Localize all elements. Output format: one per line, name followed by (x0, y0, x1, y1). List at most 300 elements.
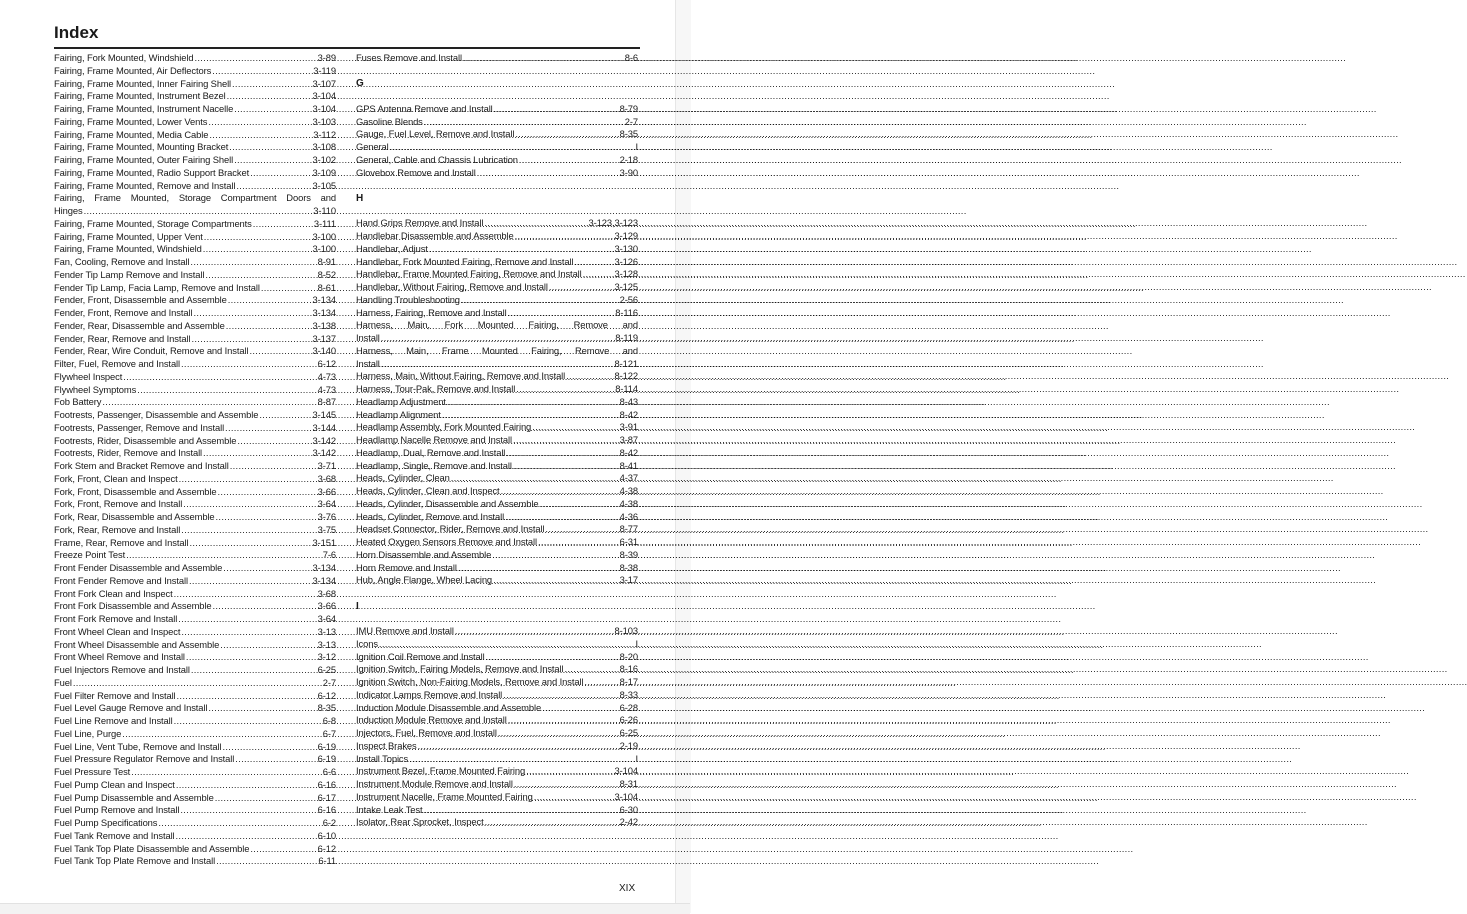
index-entry-topic: Fuel Line, Vent Tube, Remove and Install (54, 740, 222, 752)
index-entry[interactable] (356, 307, 638, 320)
index-entry[interactable] (54, 103, 336, 116)
index-entry-page: 3-64 (317, 613, 336, 624)
index-entry[interactable] (54, 792, 336, 805)
index-entry-page: 2-42 (619, 816, 638, 828)
index-entry-topic: Injectors, Fuel, Remove and Install (356, 727, 497, 738)
index-entry-page: 6-19 (317, 753, 336, 765)
index-entry[interactable] (54, 282, 336, 295)
index-entry[interactable] (356, 727, 638, 740)
dot-leader (463, 52, 624, 65)
dot-leader (178, 613, 316, 626)
index-entry-topic: Fairing, Frame Mounted, Radio Support Bracket (54, 166, 250, 178)
index-entry[interactable] (54, 511, 336, 524)
index-entry[interactable] (54, 345, 336, 358)
index-entry-row (54, 741, 336, 754)
index-entry-page: 8-116 (615, 306, 638, 318)
dot-leader (205, 269, 316, 282)
index-entry-page: 8-61 (317, 281, 336, 293)
dot-leader (181, 626, 316, 639)
dot-leader (191, 664, 317, 677)
dot-leader (194, 52, 316, 65)
index-entry[interactable] (54, 702, 336, 715)
dot-leader (492, 549, 618, 562)
index-entry-page: 3-103 (312, 115, 336, 127)
index-entry[interactable] (54, 116, 336, 129)
index-entry[interactable] (54, 766, 336, 779)
index-entry-row (54, 116, 336, 129)
index-entry-row (54, 613, 336, 626)
index-entry[interactable] (54, 231, 336, 244)
index-entry-page: 3-104 (614, 790, 638, 802)
index-entry[interactable] (54, 294, 336, 307)
index-entry-topic: Heads, Cylinder, Remove and Install (356, 510, 505, 522)
index-entry-page: 8-6 (624, 52, 638, 63)
dot-leader (442, 409, 619, 422)
index-section (356, 192, 638, 587)
dot-leader (508, 714, 619, 727)
index-entry[interactable] (356, 128, 638, 141)
index-entry[interactable] (54, 409, 336, 422)
index-entry[interactable] (356, 740, 638, 753)
dot-leader (532, 421, 618, 434)
index-entry-topic: Fuses Remove and Install (356, 52, 462, 63)
index-column-left (54, 52, 336, 868)
index-entry-row (54, 702, 336, 715)
index-entry[interactable] (54, 333, 336, 346)
index-entry-row (356, 663, 638, 676)
index-entry[interactable] (356, 536, 638, 549)
index-entry-page: 4-36 (619, 510, 638, 522)
section-letter: H (356, 192, 364, 204)
index-entry[interactable] (54, 715, 336, 728)
index-entry[interactable] (54, 422, 336, 435)
index-entry[interactable] (356, 689, 638, 702)
index-entry[interactable] (54, 396, 336, 409)
dot-leader (566, 370, 613, 383)
dot-leader (181, 524, 316, 537)
index-entry[interactable] (54, 741, 336, 754)
index-entry-row (356, 714, 638, 727)
dot-leader (227, 90, 312, 103)
index-entry-row (54, 549, 336, 562)
index-entry-topic: General (356, 141, 389, 152)
dot-leader (189, 537, 311, 550)
index-entry-page: 3-129 (614, 230, 638, 241)
index-entry[interactable] (356, 370, 638, 383)
index-entry[interactable] (356, 549, 638, 562)
index-entry[interactable] (356, 345, 638, 371)
index-entry[interactable] (54, 473, 336, 486)
index-entry[interactable] (356, 791, 638, 804)
index-entry[interactable] (54, 779, 336, 792)
index-entry-topic: Filter, Fuel, Remove and Install (54, 358, 181, 369)
index-entry-row (54, 358, 336, 371)
dot-leader (174, 715, 322, 728)
dot-leader (189, 575, 312, 588)
index-entry[interactable] (54, 677, 336, 690)
index-entry[interactable] (54, 588, 336, 601)
index-entry-page: 6-31 (619, 536, 638, 547)
index-entry[interactable] (54, 855, 336, 868)
index-entry-topic: Ignition Coil Remove and Install (356, 650, 485, 662)
dot-leader (534, 791, 614, 804)
index-entry[interactable] (356, 663, 638, 676)
index-entry[interactable] (356, 523, 638, 536)
dot-leader (508, 307, 615, 320)
dot-leader (181, 358, 317, 371)
dot-leader (565, 663, 619, 676)
index-entry[interactable] (356, 778, 638, 791)
index-entry[interactable] (54, 664, 336, 677)
index-entry-topic: Fender, Rear, Remove and Install (54, 332, 191, 344)
index-entry[interactable] (356, 651, 638, 664)
index-entry[interactable] (356, 256, 638, 269)
index-entry-page: 3-119 (313, 64, 336, 76)
index-entry[interactable] (54, 753, 336, 766)
index-entry[interactable] (356, 714, 638, 727)
index-entry[interactable] (356, 460, 638, 473)
index-entry[interactable] (356, 562, 638, 575)
index-entry-row (54, 52, 336, 65)
dot-leader (250, 843, 316, 856)
index-entry-page: 8-79 (619, 102, 638, 114)
index-entry[interactable] (54, 562, 336, 575)
index-entry[interactable] (54, 651, 336, 664)
index-entry-row (54, 651, 336, 664)
dot-leader (516, 383, 614, 396)
index-entry[interactable] (356, 319, 638, 345)
index-entry[interactable] (54, 384, 336, 397)
index-entry-topic: Fuel Tank Top Plate Disassemble and Assemble (54, 842, 250, 854)
index-entry-page: 3-71 (317, 460, 336, 471)
index-entry-page: 8-121 (614, 357, 638, 369)
dot-leader (236, 180, 311, 193)
index-entry-topic: Front Fork Remove and Install (54, 613, 178, 624)
index-entry-row (356, 740, 638, 753)
index-entry-row (356, 116, 638, 129)
index-entry[interactable] (54, 90, 336, 103)
index-entry-topic: Horn Remove and Install (356, 561, 457, 573)
index-entry-row (54, 307, 336, 320)
index-entry[interactable] (356, 638, 638, 651)
index-entry[interactable] (54, 307, 336, 320)
dot-leader (186, 651, 317, 664)
index-entry[interactable] (356, 485, 638, 498)
index-entry[interactable] (54, 180, 336, 193)
dot-leader (237, 435, 311, 448)
index-entry-page: 3-142 (312, 447, 336, 459)
index-entry-row (54, 728, 336, 741)
index-section (356, 600, 638, 830)
index-entry-row (54, 690, 336, 703)
index-entry[interactable] (356, 447, 638, 460)
index-entry-row (356, 243, 638, 256)
index-entry-page: 3-110 (313, 205, 336, 216)
index-entry-topic: Fork, Front, Clean and Inspect (54, 472, 178, 484)
index-entry[interactable] (356, 396, 638, 409)
index-entry[interactable] (54, 524, 336, 537)
dot-leader (515, 128, 618, 141)
index-entry[interactable] (356, 294, 638, 307)
index-entry-row (356, 383, 638, 396)
index-entry[interactable] (356, 217, 638, 230)
index-entry-topic: Fender, Front, Remove and Install (54, 307, 193, 318)
index-entry[interactable] (356, 116, 638, 129)
index-entry[interactable] (54, 447, 336, 460)
index-entry-topic: Heads, Cylinder, Clean and Inspect (356, 485, 500, 496)
index-entry[interactable] (54, 269, 336, 282)
index-entry-page: 3-134 (312, 307, 336, 318)
index-entry-page: 3-108 (312, 141, 336, 153)
index-entry-row (356, 574, 638, 587)
index-entry[interactable] (356, 103, 638, 116)
index-entry-page: 3-137 (312, 332, 336, 344)
index-entry-topic: Fork Stem and Bracket Remove and Install (54, 460, 229, 471)
index-entry-row (54, 766, 336, 779)
index-entry[interactable] (54, 575, 336, 588)
dot-leader (513, 460, 619, 473)
index-entry[interactable] (356, 167, 638, 180)
index-entry[interactable] (54, 549, 336, 562)
index-entry-page: 7-6 (322, 549, 336, 561)
index-entry-page: 4-38 (619, 485, 638, 496)
index-entry-topic: Ignition Switch, Fairing Models, Remove and Install (356, 663, 564, 675)
index-entry[interactable] (356, 676, 638, 689)
index-entry[interactable] (54, 243, 336, 256)
index-entry[interactable] (54, 626, 336, 639)
index-entry[interactable] (356, 230, 638, 243)
index-entry[interactable] (356, 268, 638, 281)
index-entry-topic: Fuel (54, 676, 72, 688)
index-entry-row (54, 333, 336, 346)
index-entry[interactable] (54, 486, 336, 499)
index-entry-row (54, 460, 336, 473)
index-entry-topic: Harness, Fairing, Remove and Install (356, 306, 507, 318)
index-entry-page: 3-109 (312, 166, 336, 178)
index-entry-page: 6-12 (317, 358, 336, 369)
index-entry[interactable] (54, 167, 336, 180)
index-entry[interactable] (54, 218, 336, 231)
index-entry-topic: Fairing, Frame Mounted, Air Deflectors (54, 64, 212, 76)
index-entry[interactable] (54, 728, 336, 741)
index-entry[interactable] (54, 154, 336, 167)
dot-leader (123, 371, 316, 384)
index-entry-row (54, 205, 336, 218)
index-entry-row (356, 778, 638, 791)
index-entry-page: 3-104 (614, 765, 638, 777)
dot-leader (137, 384, 316, 397)
index-entry-row (54, 90, 336, 103)
index-entry-row (54, 664, 336, 677)
dot-leader (193, 307, 311, 320)
index-entry-row (54, 575, 336, 588)
index-entry-topic: Headlamp Assembly, Fork Mounted Fairing (356, 421, 532, 433)
index-entry[interactable] (356, 243, 638, 256)
index-entry-page: 3-138 (312, 319, 336, 331)
index-entry[interactable] (356, 281, 638, 294)
dot-leader (177, 690, 317, 703)
index-entry-page: 8-35 (619, 128, 638, 140)
dot-leader (126, 549, 322, 562)
dot-leader (228, 294, 312, 307)
index-entry-row (356, 396, 638, 409)
dot-leader (447, 396, 619, 409)
index-entry[interactable] (356, 472, 638, 485)
dot-leader (409, 753, 634, 766)
index-entry[interactable] (54, 537, 336, 550)
index-entry-page: 8-77 (619, 523, 638, 535)
index-entry-row (54, 498, 336, 511)
index-entry[interactable] (54, 65, 336, 78)
dot-leader (584, 676, 618, 689)
index-entry[interactable] (356, 52, 638, 65)
index-entry-row (356, 472, 638, 485)
index-entry[interactable] (356, 625, 638, 638)
dot-leader (235, 753, 316, 766)
index-entry[interactable] (54, 129, 336, 142)
dot-leader (390, 141, 635, 154)
index-entry[interactable] (54, 830, 336, 843)
index-entry-row (54, 562, 336, 575)
index-entry-topic: Front Fork Clean and Inspect (54, 587, 173, 599)
index-entry-topic: Ignition Switch, Non-Fairing Models, Remove and Install (356, 676, 584, 687)
index-entry-page: I (635, 637, 638, 649)
index-entry-topic: Headlamp Alignment (356, 408, 441, 420)
index-entry[interactable] (54, 256, 336, 269)
index-entry-page: 8-91 (317, 256, 336, 267)
index-entry-page: 6-10 (317, 829, 336, 841)
index-entry-topic: Fairing, Frame Mounted, Storage Compartments (54, 217, 252, 229)
index-entry[interactable] (54, 371, 336, 384)
dot-leader (574, 256, 613, 269)
index-entry[interactable] (356, 421, 638, 434)
index-entry[interactable] (54, 600, 336, 613)
index-entry-topic: Heads, Cylinder, Clean (356, 472, 450, 484)
dot-leader (424, 116, 624, 129)
index-entry[interactable] (356, 702, 638, 715)
dot-leader (234, 103, 311, 116)
index-entry-page: 3-134 (312, 562, 336, 573)
dot-leader (212, 65, 312, 78)
index-entry-page: 2-56 (619, 293, 638, 305)
dot-leader (429, 243, 614, 256)
index-entry-page: 3-12 (317, 651, 336, 663)
index-entry-topic: Front Fender Remove and Install (54, 574, 188, 586)
index-entry[interactable] (54, 320, 336, 333)
index-entry-row (54, 371, 336, 384)
index-entry-topic: Gasoline Blends (356, 115, 423, 127)
index-entry[interactable] (356, 498, 638, 511)
index-entry-page: 3-134 (312, 574, 336, 586)
dot-leader (216, 511, 317, 524)
index-entry[interactable] (54, 78, 336, 91)
dot-leader (503, 689, 618, 702)
index-entry[interactable] (54, 639, 336, 652)
index-entry-page: 8-42 (619, 446, 638, 458)
dot-leader (458, 562, 619, 575)
index-entry[interactable] (54, 141, 336, 154)
dot-leader (381, 332, 614, 345)
index-entry[interactable] (356, 753, 638, 766)
index-entry[interactable] (54, 52, 336, 65)
index-entry[interactable] (54, 192, 336, 218)
index-entry-row (356, 217, 638, 230)
index-entry[interactable] (356, 154, 638, 167)
index-entry[interactable] (54, 460, 336, 473)
index-entry-topic: Handlebar, Fork Mounted Fairing, Remove and Install (356, 255, 574, 267)
index-entry-topic: Headlamp Adjustment (356, 395, 446, 407)
index-entry-topic: Fuel Injectors Remove and Install (54, 664, 190, 675)
index-entry[interactable] (356, 804, 638, 817)
index-entry[interactable] (54, 690, 336, 703)
index-entry-page: 3-13 (317, 625, 336, 637)
index-entry-page: 2-18 (619, 153, 638, 165)
index-entry[interactable] (54, 435, 336, 448)
index-entry-topic: Instrument Bezel, Frame Mounted Fairing (356, 765, 526, 777)
index-entry-line1: Fairing, Frame Mounted, Storage Compartment Doors and (54, 192, 336, 204)
index-entry-row (356, 511, 638, 524)
index-entry-row (54, 180, 336, 193)
index-entry-page: 3-75 (317, 523, 336, 535)
index-entry[interactable] (356, 409, 638, 422)
index-entry-row (356, 294, 638, 307)
viewer-bottom-edge (0, 903, 690, 914)
index-entry-page: 6-6 (322, 766, 336, 777)
dot-leader (84, 205, 313, 218)
index-entry[interactable] (356, 383, 638, 396)
index-entry-page: 6-11 (318, 855, 336, 867)
index-entry-page: 3-68 (317, 587, 336, 599)
index-entry[interactable] (356, 574, 638, 587)
index-entry-page: 3-144 (312, 421, 336, 433)
index-entry-topic: Fuel Pump Disassemble and Assemble (54, 791, 214, 803)
dot-leader (539, 498, 618, 511)
index-entry-row (54, 677, 336, 690)
index-entry-page: 8-41 (619, 459, 638, 471)
index-entry-page: 3-130 (614, 242, 638, 254)
dot-leader (501, 485, 619, 498)
index-entry[interactable] (54, 498, 336, 511)
index-entry-row (54, 231, 336, 244)
index-entry-topic: Handlebar, Without Fairing, Remove and Install (356, 281, 548, 292)
index-entry-page: 3-68 (317, 472, 336, 484)
index-entry[interactable] (54, 843, 336, 856)
index-entry[interactable] (54, 358, 336, 371)
index-entry-row (54, 639, 336, 652)
index-entry[interactable] (356, 816, 638, 829)
dot-leader (216, 855, 317, 868)
index-entry-row (54, 294, 336, 307)
index-entry[interactable] (54, 613, 336, 626)
index-entry-page: 3-105 (312, 179, 336, 191)
index-entry-page: 8-52 (317, 268, 336, 280)
dot-leader (249, 345, 311, 358)
index-entry[interactable] (356, 511, 638, 524)
index-entry[interactable] (356, 434, 638, 447)
index-entry[interactable] (54, 804, 336, 817)
index-entry-page: 3-126 (614, 255, 638, 267)
dot-leader (513, 434, 619, 447)
index-entry-page: I (635, 141, 638, 152)
index-entry-row (54, 524, 336, 537)
index-entry[interactable] (356, 141, 638, 154)
dot-leader (183, 498, 316, 511)
index-entry-line1: Harness, Main, Frame Mounted Fairing, Remove and (356, 344, 638, 356)
index-entry[interactable] (54, 817, 336, 830)
section-letter: G (356, 78, 364, 90)
index-entry[interactable] (356, 765, 638, 778)
index-entry-topic: Frame, Rear, Remove and Install (54, 536, 189, 548)
